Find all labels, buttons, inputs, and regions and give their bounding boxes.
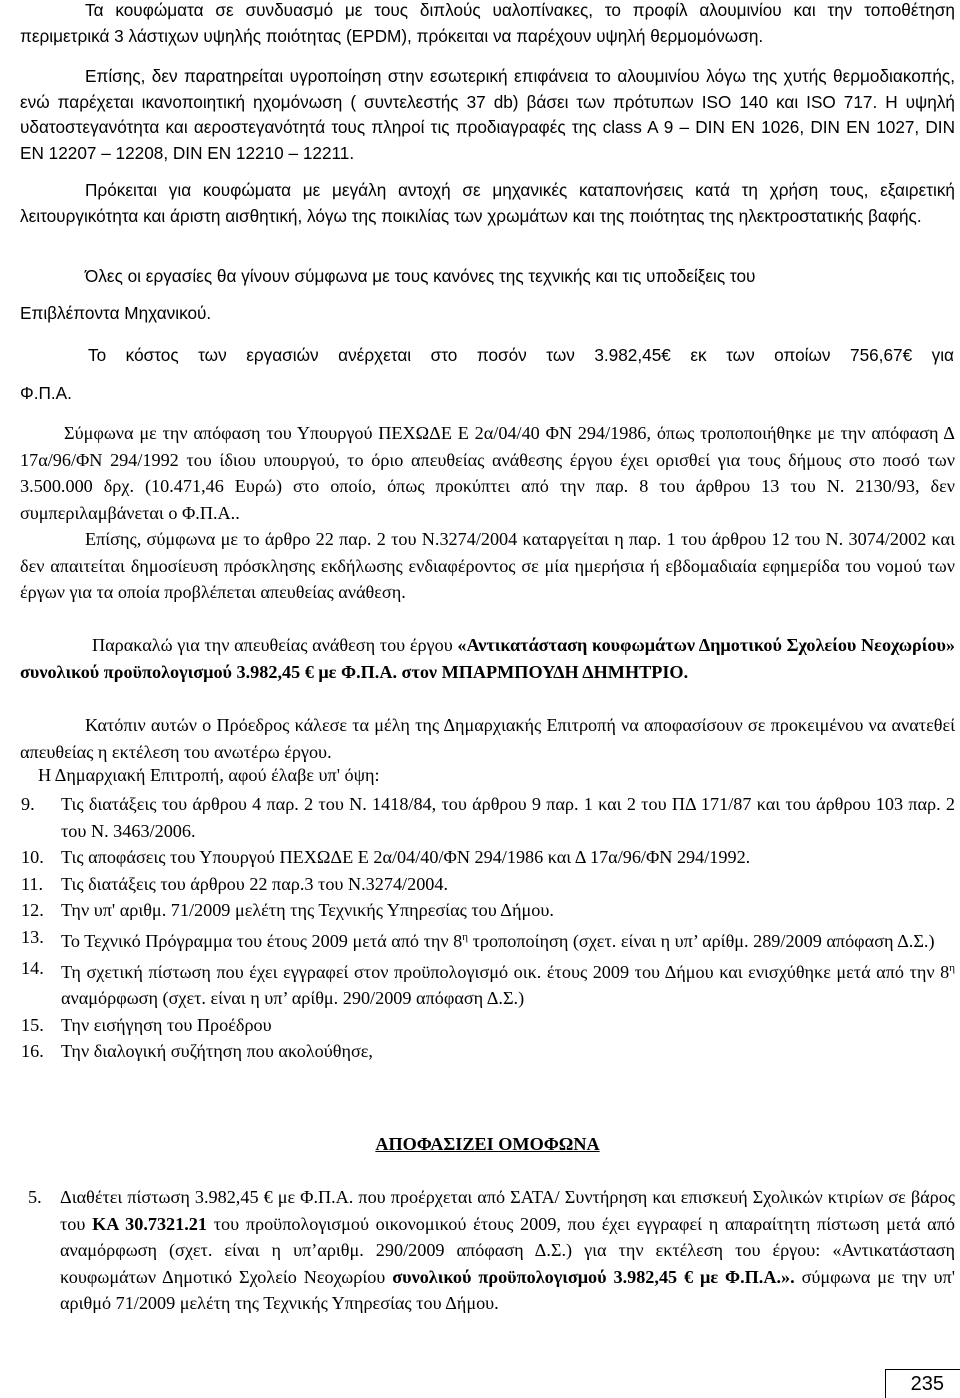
paragraph-insulation: Τα κουφώματα σε συνδυασμό με τους διπλούς υαλοπίνακες, το προφίλ αλουμινίου και την τοποθέτηση περιμετρικά 3 λάστιχων υψηλής ποιότητας (EPDM), πρόκειται να παρέχουν υψηλή θερμομόνωση. <box>20 0 955 46</box>
page-number: 235 <box>910 1373 944 1395</box>
list-item-text: Τις διατάξεις του άρθρου 4 παρ. 2 του Ν. 1418/84, του άρθρου 9 παρ. 1 και 2 του ΠΔ 171/87 και του άρθρου 103 παρ. 2 του Ν. 3463/2006. <box>61 794 955 841</box>
list-item <box>21 897 955 924</box>
list-item-text: Τη σχετική πίστωση που έχει εγγραφεί στον προϋπολογισμό οικ. έτους 2009 του Δήμου και ενισχύθηκε μετά από την 8 <box>61 961 950 982</box>
paragraph-publication: Επίσης, σύμφωνα με το άρθρο 22 παρ. 2 του Ν.3274/2004 καταργείται η παρ. 1 του άρθρου 12 του Ν. 3074/2002 και δεν απαιτείται δημοσίευση πρόσκλησης εκδήλωσης ενδιαφέροντος σε μία ημερήσια ή εβδομαδιαία εφημερίδα του νομού των έργων για τα οποία προβλέπεται απευθείας ανάθεση. <box>20 529 955 603</box>
paragraph-president-call: Κατόπιν αυτών ο Πρόεδρος κάλεσε τα μέλη της Δημαρχιακής Επιτροπή να αποφασίσουν σε προκειμένου να ανατεθεί απευθείας η εκτέλεση του ανωτέρω έργου. <box>20 715 955 762</box>
decision-text-part: σύμφωνα με την υπ' αριθμό 71/2009 μελέτη της Τεχνικής Υπηρεσίας του Δήμου. <box>60 1266 955 1314</box>
list-item-text: τροποποίηση (σχετ. είναι η υπ’ αρίθμ. 289/2009 απόφαση Δ.Σ.) <box>468 931 935 952</box>
list-item-number: 11. <box>21 873 44 894</box>
cost-line: Το κόστος των εργασιών ανέρχεται στο ποσόν των 3.982,45€ εκ των οποίων 756,67€ για <box>88 345 954 365</box>
decision-text-part: του προϋπολογισμού οικονομικού έτους 2009, που έχει εγγραφεί η απαραίτητη πίστωση μετά από αναμόρφωση (σχετ. είναι η υπ’αριθμ. 290/2009 απόφαση Δ.Σ.) για την εκτέλεση του έργου: «Αντικατάσταση κουφωμάτων Δημοτικό Σχολείο Νεοχωρίου <box>60 1213 955 1287</box>
paragraph-direct-award-limit: Σύμφωνα με την απόφαση του Υπουργού ΠΕΧΩΔΕ Ε 2α/04/40 ΦΝ 294/1986, όπως τροποποιήθηκε με την απόφαση Δ 17α/96/ΦΝ 294/1992 του ίδιου υπουργού, το όριο απευθείας ανάθεσης έργου έχει ορισθεί για τους δήμους στο ποσό των 3.500.000 δρχ. (10.471,46 Ευρώ) στο οποίο, όπως προκύπτει από την παρ. 8 του άρθρου 13 του Ν. 2130/93, δεν συμπεριλαμβάνεται ο Φ.Π.Α.. <box>20 423 955 523</box>
paragraph-committee-considered: Η Δημαρχιακή Επιτροπή, αφού έλαβε υπ' όψη: <box>38 765 380 785</box>
list-item-number: 16. <box>21 1041 44 1062</box>
decision-number: 5. <box>28 1187 42 1207</box>
paragraph-supervisor: Επιβλέποντα Μηχανικού. <box>20 303 212 323</box>
list-item <box>21 924 955 955</box>
list-item <box>21 871 955 898</box>
list-item <box>21 844 955 871</box>
list-item-number: 10. <box>21 847 44 868</box>
paragraph-award-request <box>20 632 955 685</box>
vat-label: Φ.Π.Α. <box>20 383 72 403</box>
decision-item <box>28 1184 955 1317</box>
list-item-text: Το Τεχνικό Πρόγραμμα του έτους 2009 μετά από την 8 <box>61 931 463 952</box>
considerations-list <box>21 791 955 1065</box>
list-item <box>21 791 955 844</box>
list-item-text: Την υπ' αριθμ. 71/2009 μελέτη της Τεχνικής Υπηρεσίας του Δήμου. <box>61 900 554 921</box>
list-item-number: 9. <box>21 794 35 814</box>
list-item <box>21 955 955 1012</box>
list-item <box>21 1038 955 1065</box>
decision-kae: ΚΑ 30.7321.21 <box>92 1213 207 1234</box>
list-item-text: Την διαλογική συζήτηση που ακολούθησε, <box>61 1041 373 1062</box>
decision-text-part: Διαθέτει πίστωση 3.982,45 € με Φ.Π.Α. που προέρχεται από ΣΑΤΑ/ Συντήρηση και επισκευή Σχολικών κτιρίων σε βάρος του <box>60 1187 955 1234</box>
superscript: η <box>949 961 955 974</box>
paragraph-durability: Πρόκειται για κουφώματα με μεγάλη αντοχή σε μηχανικές καταπονήσεις κατά τη χρήση τους, εξαιρετική λειτουργικότητα και άριστη αισθητική, λόγω της ποικιλίας των χρωμάτων και της ποιότητας της ηλεκτροστατικής βαφής. <box>20 180 955 226</box>
award-request-text: Παρακαλώ για την απευθείας ανάθεση του έργου <box>92 635 458 655</box>
award-request-bold: «Αντικατάσταση κουφωμάτων Δημοτικού Σχολείου Νεοχωρίου» συνολικού προϋπολογισμού 3.982,45 € με Φ.Π.Α. στον ΜΠΑΡΜΠΟΥΔΗ ΔΗΜΗΤΡΙΟ. <box>20 635 955 682</box>
list-item-number: 15. <box>21 1014 44 1035</box>
superscript: η <box>462 930 469 943</box>
paragraph-condensation: Επίσης, δεν παρατηρείται υγροποίηση στην εσωτερική επιφάνεια το αλουμινίου λόγω της χυτής θερμοδιακοπής, ενώ παρέχεται ικανοποιητική ηχομόνωση ( συντελεστής 37 db) βάσει των πρότυπων ISO 140 και ISO 717. Η υψηλή υδατοστεγανότητα και αεροστεγανότητά τους πληροί τις προδιαγραφές της class A 9 – DIN EN 1026, DIN EN 1027, DIN EN 12207 – 12208, DIN EN 12210 – 12211. <box>20 66 955 163</box>
list-item-number: 14. <box>21 957 44 978</box>
list-item-text: Την εισήγηση του Προέδρου <box>61 1014 272 1035</box>
list-item-text: Τις διατάξεις του άρθρου 22 παρ.3 του Ν.3274/2004. <box>61 873 449 894</box>
list-item-number: 13. <box>21 926 44 947</box>
decision-text <box>60 1184 955 1317</box>
decision-budget: συνολικού προϋπολογισμού 3.982,45 € με Φ.Π.Α.». <box>392 1266 795 1287</box>
list-item-text: Τις αποφάσεις του Υπουργού ΠΕΧΩΔΕ Ε 2α/04/40/ΦΝ 294/1986 και Δ 17α/96/ΦΝ 294/1992. <box>61 847 751 868</box>
decision-heading: ΑΠΟΦΑΣΙΖΕΙ ΟΜΟΦΩΝΑ <box>375 1134 600 1154</box>
paragraph-works-rules: Όλες οι εργασίες θα γίνουν σύμφωνα με τους κανόνες της τεχνικής και τις υποδείξεις του <box>85 266 756 286</box>
list-item <box>21 1012 955 1039</box>
list-item-text: αναμόρφωση (σχετ. είναι η υπ’ αρίθμ. 290/2009 απόφαση Δ.Σ.) <box>61 988 525 1009</box>
list-item-number: 12. <box>21 900 44 921</box>
